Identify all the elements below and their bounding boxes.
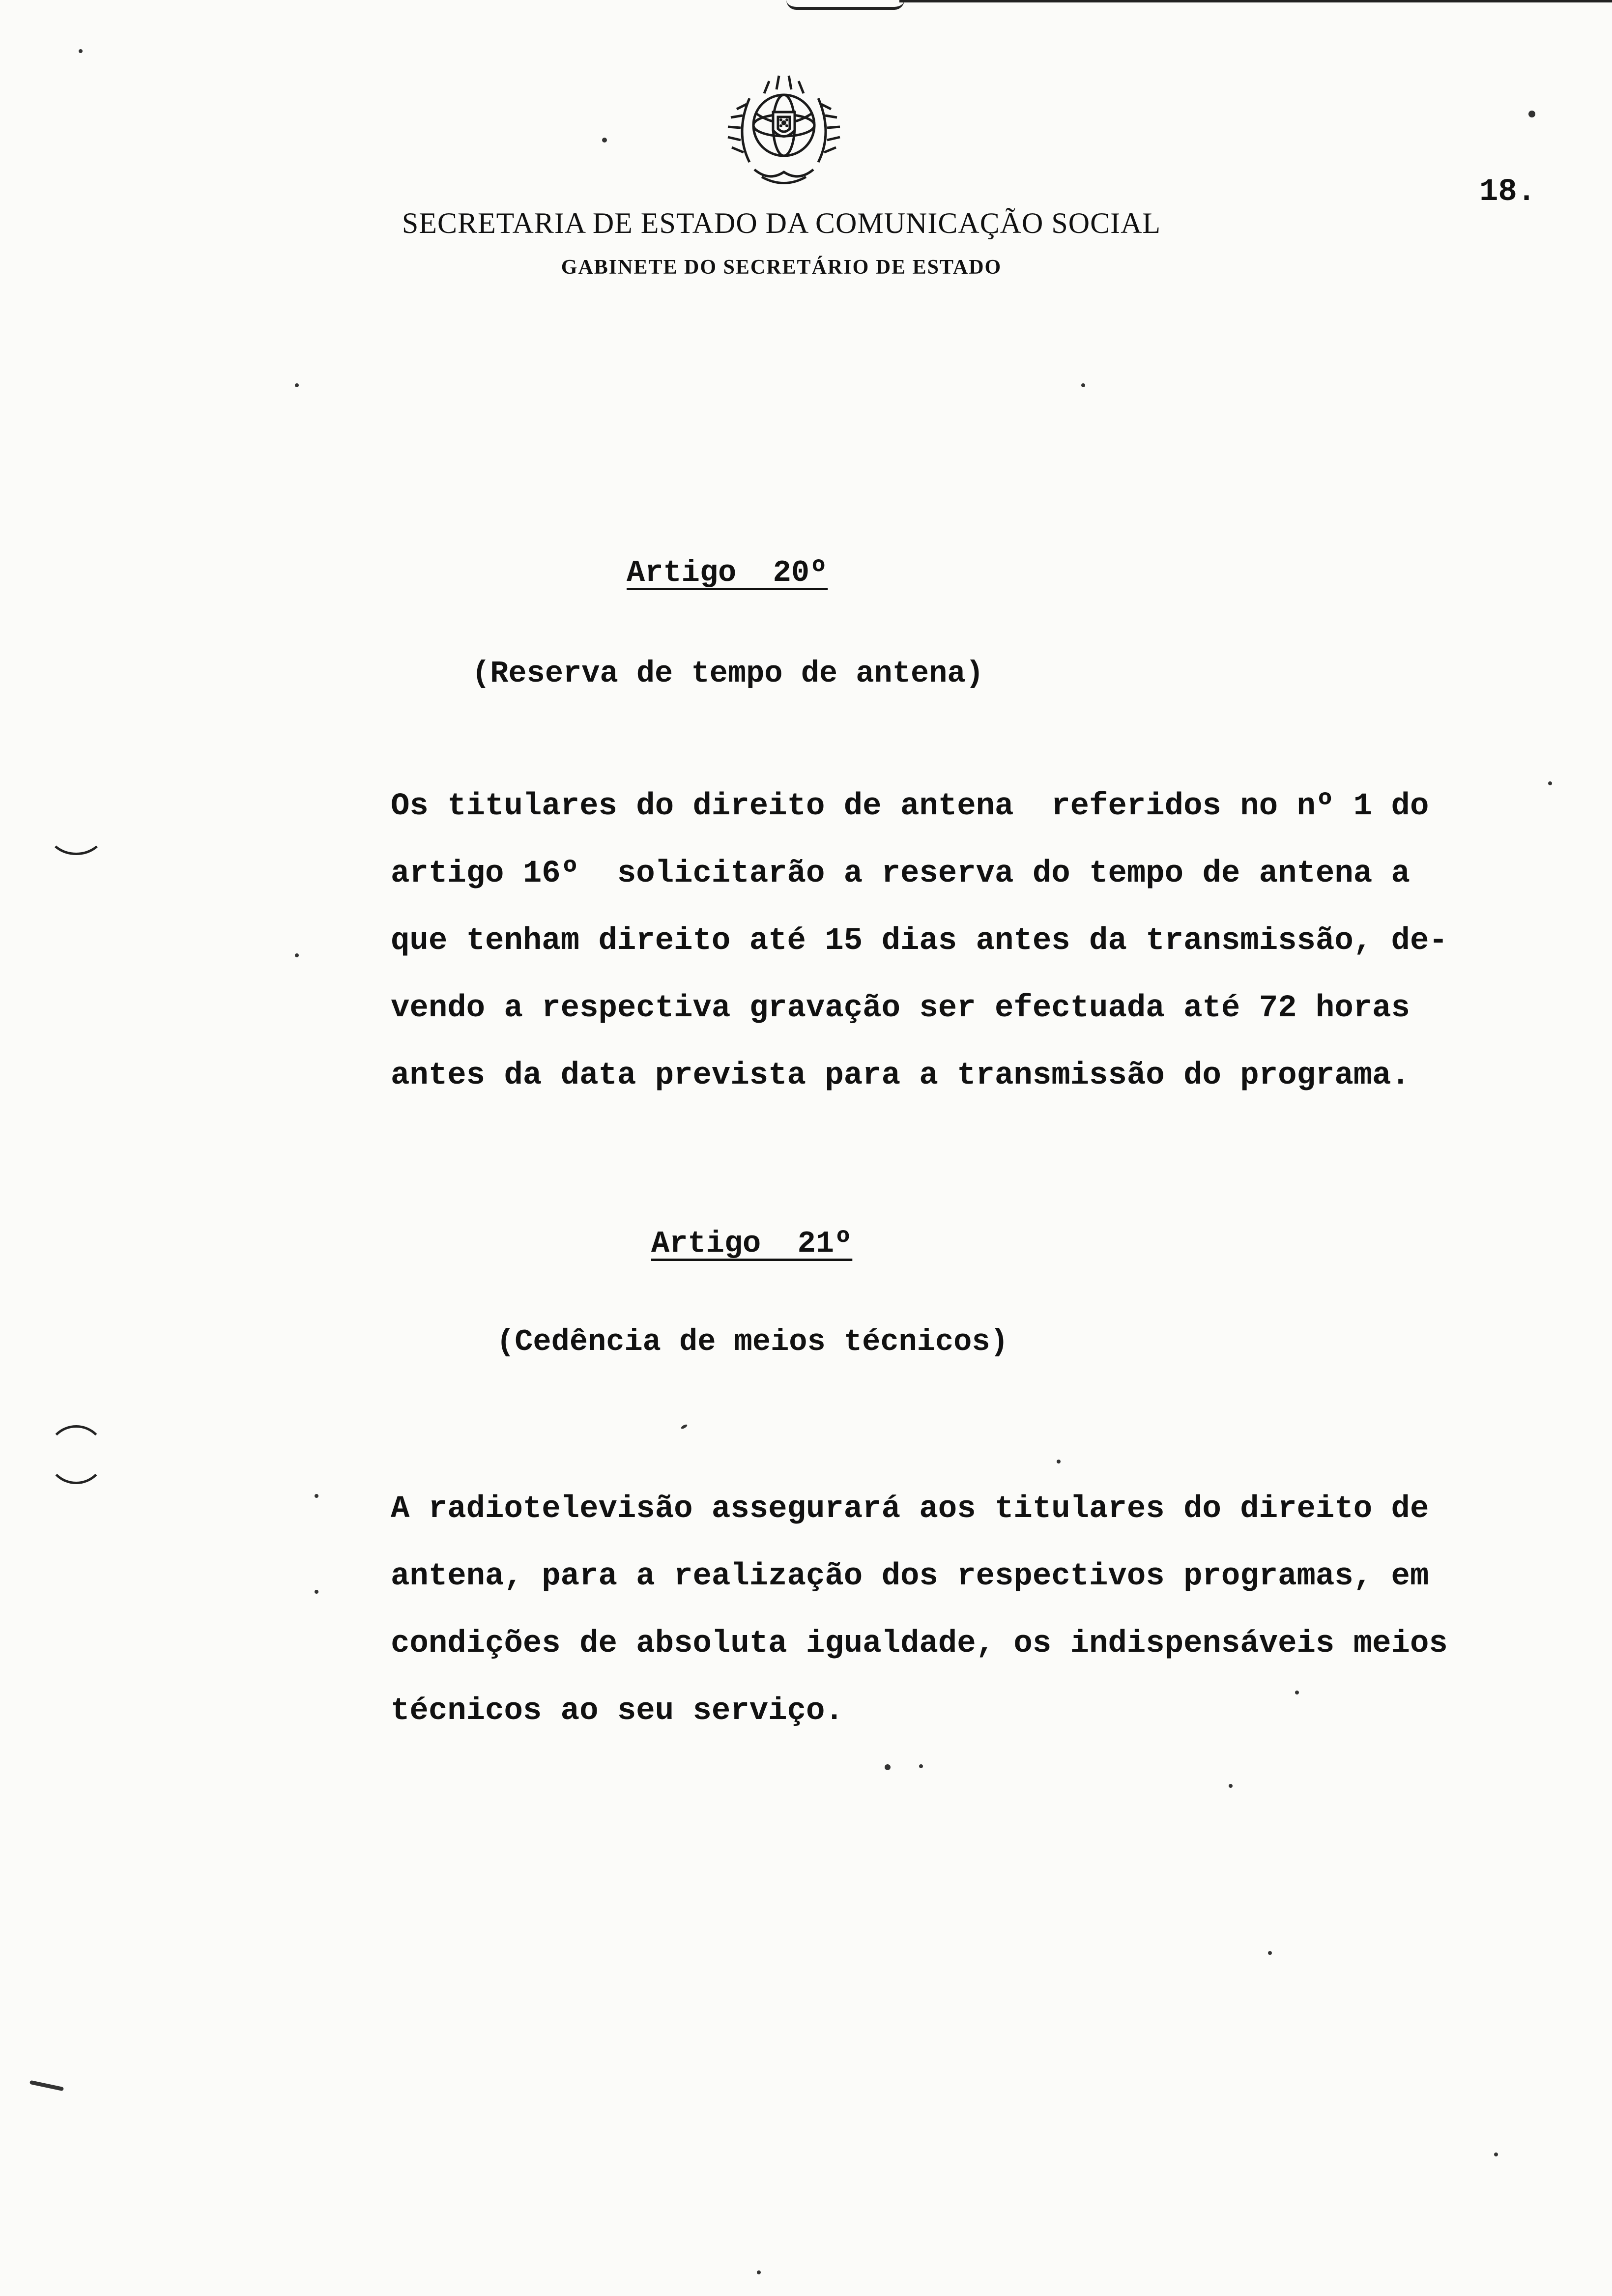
binder-hole-mark	[47, 806, 106, 855]
scan-speck	[1081, 383, 1085, 387]
scan-speck	[1295, 1691, 1299, 1694]
article-subtitle: (Reserva de tempo de antena)	[472, 656, 984, 691]
scan-speck	[79, 49, 83, 53]
scan-speck	[315, 1494, 318, 1498]
paragraph-line: técnicos ao seu serviço.	[391, 1693, 844, 1729]
organization-heading: SECRETARIA DE ESTADO DA COMUNICAÇÃO SOCIAL	[402, 207, 1161, 239]
paragraph-line: antena, para a realização dos respectivos programas, em	[391, 1559, 1429, 1594]
scan-speck	[1494, 2152, 1498, 2156]
scan-speck	[602, 138, 607, 143]
paragraph-line: A radiotelevisão assegurará aos titulares do direito de	[391, 1492, 1429, 1527]
scan-speck	[885, 1764, 891, 1770]
binder-hole-mark	[47, 1425, 106, 1484]
scan-speck	[680, 1424, 688, 1430]
paragraph-line: artigo 16º solicitarão a reserva do tempo de antena a	[391, 856, 1410, 891]
paragraph-line: Os titulares do direito de antena referidos no nº 1 do	[391, 789, 1429, 824]
article-title: Artigo 21º	[651, 1226, 853, 1261]
top-edge-line	[899, 0, 1612, 2]
scan-speck	[1548, 781, 1552, 785]
top-edge-mark	[786, 0, 904, 10]
scan-speck	[919, 1764, 923, 1768]
paragraph-line: antes da data prevista para a transmissão do programa.	[391, 1058, 1410, 1093]
scan-speck	[1268, 1951, 1272, 1955]
scan-speck	[1528, 111, 1535, 117]
page-number: 18.	[1479, 174, 1536, 210]
paragraph-line: condições de absoluta igualdade, os indispensáveis meios	[391, 1626, 1448, 1662]
scan-speck	[295, 953, 299, 957]
paragraph-line: que tenham direito até 15 dias antes da transmissão, de-	[391, 923, 1448, 959]
article-title: Artigo 20º	[627, 555, 828, 590]
scan-speck	[295, 383, 299, 387]
coat-of-arms-icon	[715, 74, 853, 192]
scan-speck	[315, 1590, 318, 1594]
paragraph-line: vendo a respectiva gravação ser efectuada até 72 horas	[391, 991, 1410, 1026]
office-subheading: GABINETE DO SECRETÁRIO DE ESTADO	[561, 256, 1002, 279]
scan-speck	[1229, 1784, 1233, 1788]
scan-speck	[29, 2080, 64, 2091]
scan-speck	[757, 2270, 761, 2274]
scan-speck	[1057, 1460, 1061, 1464]
article-subtitle: (Cedência de meios técnicos)	[496, 1324, 1008, 1359]
